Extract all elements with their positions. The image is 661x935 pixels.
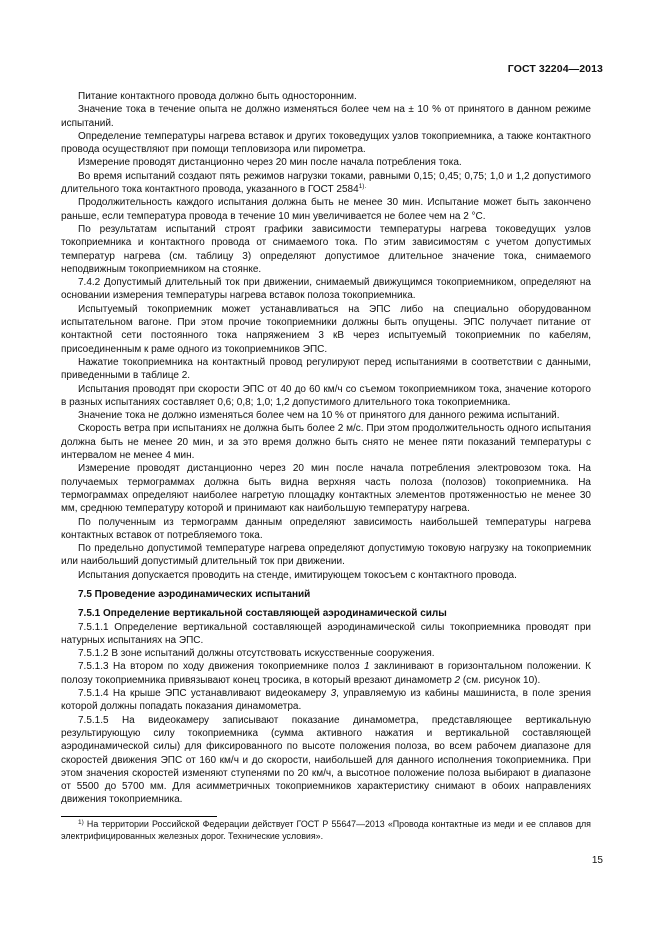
paragraph-text: Испытуемый токоприемник может устанавливаться на ЭПС либо на специально оборудованном испытательном вагоне. При этом прочие токоприемники должны быть опущены. ЭПС получает питание от контактной сети постоянного тока напряжением 3 кВ через испытуемый токоприемник по кабелям, присоединенным к раме одного из токоприемников ЭПС. — [61, 303, 591, 355]
paragraph — [61, 130, 591, 157]
paragraph — [61, 156, 591, 169]
footnote-body: На территории Российской Федерации действует ГОСТ Р 55647—2013 «Провода контактные из меди и ее сплавов для электрифицированных железных дорог. Технические условия». — [61, 819, 591, 841]
text-run: (см. рисунок 10). — [460, 674, 541, 686]
page-number: 15 — [591, 855, 603, 866]
paragraph-text: По результатам испытаний строят графики зависимости температуры нагрева токоведущих узлов токоприемника и контактного провода от снимаемого тока. По этим зависимостям с учетом допустимых температур нагрева (см. таблицу 3) определяют допустимое длительное значение тока, снимаемого неподвижным токоприемником на стоянке. — [61, 223, 591, 275]
paragraph-text: Испытания допускается проводить на стенде, имитирующем токосъем с контактного провода. — [78, 569, 517, 581]
paragraph — [61, 422, 591, 462]
main-text — [61, 90, 591, 807]
paragraph — [61, 569, 591, 582]
paragraph-text: Нажатие токоприемника на контактный провод регулируют перед испытаниями в соответствии с данными, приведенными в таблице 2. — [61, 356, 591, 382]
paragraph — [61, 621, 591, 648]
paragraph-text: 7.4.2 Допустимый длительный ток при движении, снимаемый движущимся токоприемником, определяют на основании измерения температуры нагрева вставок полоза токоприемника. — [61, 277, 591, 302]
document-header: ГОСТ 32204—2013 — [507, 63, 603, 75]
paragraph-text: Питание контактного провода должно быть односторонним. — [78, 91, 357, 102]
footnote-separator — [61, 816, 217, 817]
figure-item-ref: 3 — [330, 688, 337, 700]
paragraph — [61, 462, 591, 515]
text-run: 7.5.1.4 На крыше ЭПС устанавливают видеокамеру — [78, 688, 331, 700]
text-run: 7.5.1.3 На втором по ходу движения токоприемнике полоз — [78, 661, 365, 673]
text-run: , управляемую из кабины машиниста, в поле зрения которой должны попадать показания динамометра. — [61, 688, 591, 713]
paragraph-text: Скорость ветра при испытаниях не должна быть более 2 м/с. При этом продолжительность одного испытания должна быть не менее 20 мин, и за это время должно быть снято не менее пяти показаний температуры с интервалом не менее 4 мин. — [61, 423, 591, 462]
paragraph — [61, 687, 591, 714]
paragraph-text: 7.5.1.2 В зоне испытаний должны отсутствовать искусственные сооружения. — [78, 648, 435, 660]
paragraph — [61, 276, 591, 303]
paragraph-text: Продолжительность каждого испытания должна быть не менее 30 мин. Испытание может быть закончено раньше, если температура провода в течение 10 мин увеличивается не более чем на 2 °С. — [61, 197, 591, 222]
footnote-mark: 1) — [78, 819, 84, 826]
paragraph — [61, 714, 591, 807]
paragraph-text: 7.5.1.1 Определение вертикальной составляющей аэродинамической силы токоприемника проводят при натурных испытаниях на ЭПС. — [61, 621, 591, 646]
text-run: заклинивают в горизонтальном положении. К полозу токоприемника привязывают конец тросика, в который врезают динамометр — [61, 661, 592, 686]
paragraph-text: По полученным из термограмм данным определяют зависимость наибольшей температуры нагрева контактных вставок от потребляемого тока. — [61, 516, 591, 541]
section-heading — [61, 607, 591, 620]
paragraph — [61, 303, 591, 356]
paragraph-text: 7.5.1.5 На видеокамеру записывают показание динамометра, представляющее вертикальную результирующую силу токоприемника (сумма активного нажатия и вертикальной составляющей аэродинамической силы) для фиксированного по высоте положения полоза, во всем рабочем диапазоне для скоростей движения ЭПС от 160 км/ч и до скорости, наибольшей для данного исполнения токоприемника. При этом значения скоростей изменяют ступенями по 20 км/ч, а высотное положение полоза выбирают в диапазоне от 5500 до 5700 мм. Для асимметричных токоприемников характеристику снимают в обоих направлениях движения токоприемника. — [61, 714, 591, 806]
paragraph — [61, 660, 591, 687]
paragraph-text: Измерение проводят дистанционно через 20 мин после начала потребления электровозом тока. На получаемых термограммах должна быть видна верхняя часть полоза (полозов) токоприемника. На термограммах определяют наиболее нагретую площадку контактных элементов протяженностью не менее 30 мм, среднюю температуру которой и принимают как наибольшую температуру нагрева. — [61, 463, 591, 515]
footnote-ref: 1). — [358, 183, 367, 191]
paragraph — [61, 356, 591, 383]
paragraph — [61, 383, 591, 410]
paragraph-text: Значение тока в течение опыта не должно изменяться более чем на ± 10 % от принятого в данном режиме испытаний. — [61, 104, 591, 129]
paragraph — [61, 409, 591, 422]
paragraph — [61, 542, 591, 569]
footnote-text — [61, 819, 591, 843]
paragraph-text: Во время испытаний создают пять режимов нагрузки токами, равными 0,15; 0,45; 0,75; 1,0 и 1,2 допустимого длительного тока контактного провода, указанного в ГОСТ 2584 — [61, 170, 591, 196]
paragraph-text: По предельно допустимой температуре нагрева определяют допустимую токовую нагрузку на токоприемник или наибольший допустимый длительный ток при движении. — [61, 543, 591, 568]
paragraph — [61, 170, 591, 197]
paragraph — [61, 90, 591, 103]
paragraph-text: Определение температуры нагрева вставок и других токоведущих узлов токоприемника, а также контактного провода осуществляют при помощи тепловизора или пирометра. — [61, 130, 591, 156]
paragraph — [61, 223, 591, 276]
paragraph-text: 7.5.1 Определение вертикальной составляющей аэродинамической силы — [78, 608, 447, 620]
figure-item-ref: 1 — [364, 661, 370, 673]
section-heading — [61, 588, 591, 601]
figure-item-ref: 2 — [454, 674, 461, 686]
paragraph — [61, 196, 591, 223]
paragraph — [61, 103, 591, 130]
paragraph-text: Измерение проводят дистанционно через 20 мин после начала потребления тока. — [78, 157, 462, 169]
paragraph — [61, 647, 591, 660]
paragraph — [61, 516, 591, 543]
footnote — [61, 819, 591, 843]
paragraph-text: Испытания проводят при скорости ЭПС от 40 до 60 км/ч со съемом токоприемником тока, значение которого в разных испытаниях составляет 0,6; 0,8; 1,0; 1,2 допустимого длительного тока токоприемника. — [61, 383, 591, 408]
paragraph-text: 7.5 Проведение аэродинамических испытаний — [78, 588, 311, 600]
paragraph-text: Значение тока не должно изменяться более чем на 10 % от принятого для данного режима испытаний. — [78, 410, 560, 422]
